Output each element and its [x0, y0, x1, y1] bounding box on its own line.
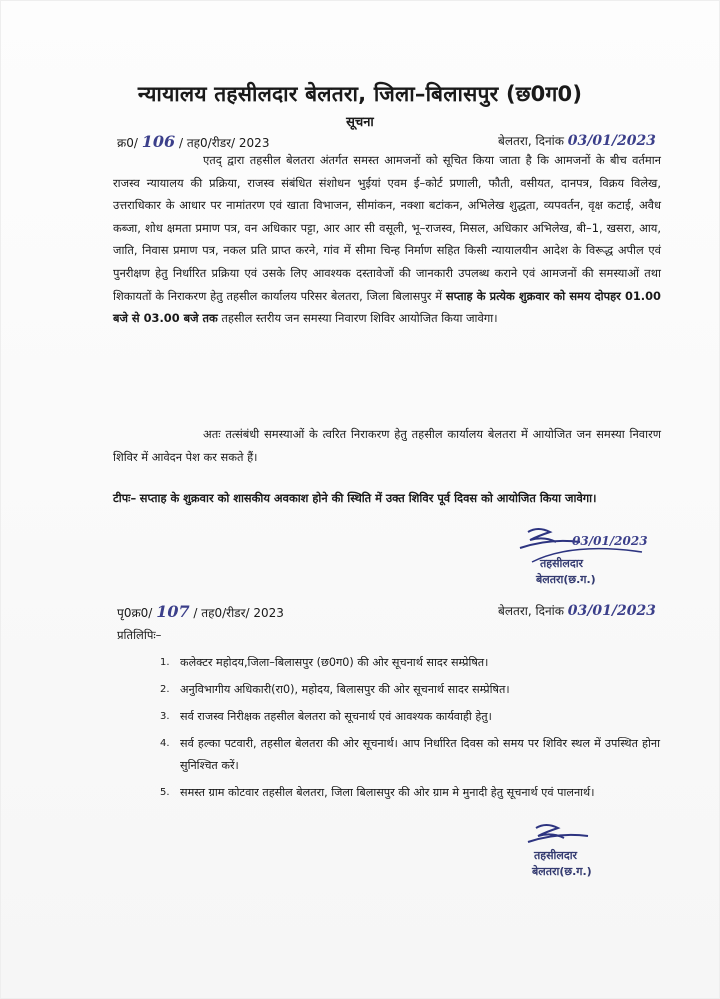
date-handwritten: 03/01/2023 — [567, 133, 656, 149]
notice-paragraph-1 — [113, 149, 661, 330]
ref2-number-handwritten: 107 — [156, 602, 190, 621]
ref-prefix: क्र0/ — [117, 136, 138, 150]
signatory-title-2: तहसीलदार — [534, 849, 578, 862]
list-item: 1. कलेक्टर महोदय,जिला–बिलासपुर (छ0ग0) की ओर सूचनार्थ सादर सम्प्रेषित। — [160, 656, 489, 669]
notice-time-bold: सप्ताह के प्रत्येक शुक्रवार को समय दोपहर 01.00 बजे से 03.00 बजे तक — [113, 288, 661, 326]
office-title: न्यायालय तहसीलदार बेलतरा, जिला–बिलासपुर (छ0ग0) — [137, 82, 583, 106]
copy-to-list — [160, 652, 660, 809]
signature-block-1 — [510, 522, 670, 592]
notice-body: एतद् द्वारा तहसील बेलतरा अंतर्गत समस्त आमजनों को सूचित किया जाता है कि आमजनों के बीच वर्तमान राजस्व न्यायालय की प्रक्रिया, राजस्व संबंधित संशोधन भुईयां एवम ई–कोर्ट प्रणाली, फौती, वसीयत, दानपत्र, विक्रय विलेख, उत्तराधिकार के आधार पर नामांतरण एवं खाता विभाजन, सीमांकन, नक्शा बटांकन, अभिलेख शुद्धता, व्यपवर्तन, वृक्ष कटाई, अवैध कब्जा, शोध क्षमता प्रमाण पत्र, वन अधिकार पट्टा, आर आर सी वसूली, भू–राजस्व, मिसल, अधिकार अभिलेख, बी–1, खसरा, आय, जाति, निवास प्रमाण पत्र, नकल प्रति प्राप्त करने, गांव में सीमा चिन्ह निर्माण सहित किसी न्यायालयीन आदेश के विरूद्ध अपील एवं पुनरीक्षण हेतु निर्धारित प्रक्रिया एवं उसके लिए आवश्यक दस्तावेजों की जानकारी उपलब्ध कराने एवं आमजनों की समस्याओं तथा शिकायतों के निराकरण हेतु तहसील कार्यालय परिसर बेलतरा, जिला बिलासपुर में — [113, 153, 661, 303]
place-date-label: बेलतरा, दिनांक — [498, 134, 564, 148]
notice-heading: सूचना — [346, 115, 374, 130]
place-date-line — [498, 132, 656, 149]
place-date-line-2 — [498, 602, 656, 619]
signature-block-2 — [520, 818, 660, 888]
reference-number-line-2 — [117, 602, 284, 621]
date-handwritten-2: 03/01/2023 — [567, 603, 656, 619]
list-item: 2. अनुविभागीय अधिकारी(रा0), महोदय, बिलासपुर की ओर सूचनार्थ सादर सम्प्रेषित। — [160, 683, 510, 696]
notice-paragraph-2 — [113, 423, 661, 468]
signatory-office-2: बेलतरा(छ.ग.) — [532, 865, 592, 878]
signatory-title: तहसीलदार — [540, 557, 584, 570]
ref2-suffix: / तह0/रीडर/ 2023 — [193, 606, 284, 620]
ref-number-handwritten: 106 — [141, 132, 176, 151]
list-item: 4. सर्व हल्का पटवारी, तहसील बेलतरा की ओर सूचनार्थ। आप निर्धारित दिवस को समय पर शिविर स्थल में उपस्थित होना सुनिश्चित करें। — [160, 737, 660, 772]
signature-date: 03/01/2023 — [572, 534, 648, 548]
copy-to-label: प्रतिलिपिः– — [117, 628, 162, 642]
notice-note — [113, 487, 661, 510]
signatory-office: बेलतरा(छ.ग.) — [536, 573, 596, 586]
place-date-label-2: बेलतरा, दिनांक — [498, 604, 564, 618]
note-text: सप्ताह के शुक्रवार को शासकीय अवकाश होने की स्थिति में उक्त शिविर पूर्व दिवस को आयोजित किया जावेगा। — [139, 491, 597, 505]
ref-suffix: / तह0/रीडर/ 2023 — [178, 136, 270, 150]
ref2-prefix: पृ0क्र0/ — [117, 606, 153, 620]
list-item: 3. सर्व राजस्व निरीक्षक तहसील बेलतरा को सूचनार्थ एवं आवश्यक कार्यवाही हेतु। — [160, 710, 492, 723]
notice-resolution-text: अतः तत्संबंधी समस्याओं के त्वरित निराकरण हेतु तहसील कार्यालय बेलतरा में आयोजित जन समस्या निवारण शिविर में आवेदन पेश कर सकते हैं। — [113, 427, 661, 464]
note-label: टीपः– — [113, 491, 137, 505]
list-item: 5. समस्त ग्राम कोटवार तहसील बेलतरा, जिला बिलासपुर की ओर ग्राम मे मुनादी हेतु सूचनार्थ एवं पालनार्थ। — [160, 786, 595, 799]
notice-body-end: तहसील स्तरीय जन समस्या निवारण शिविर आयोजित किया जावेगा। — [221, 311, 498, 326]
